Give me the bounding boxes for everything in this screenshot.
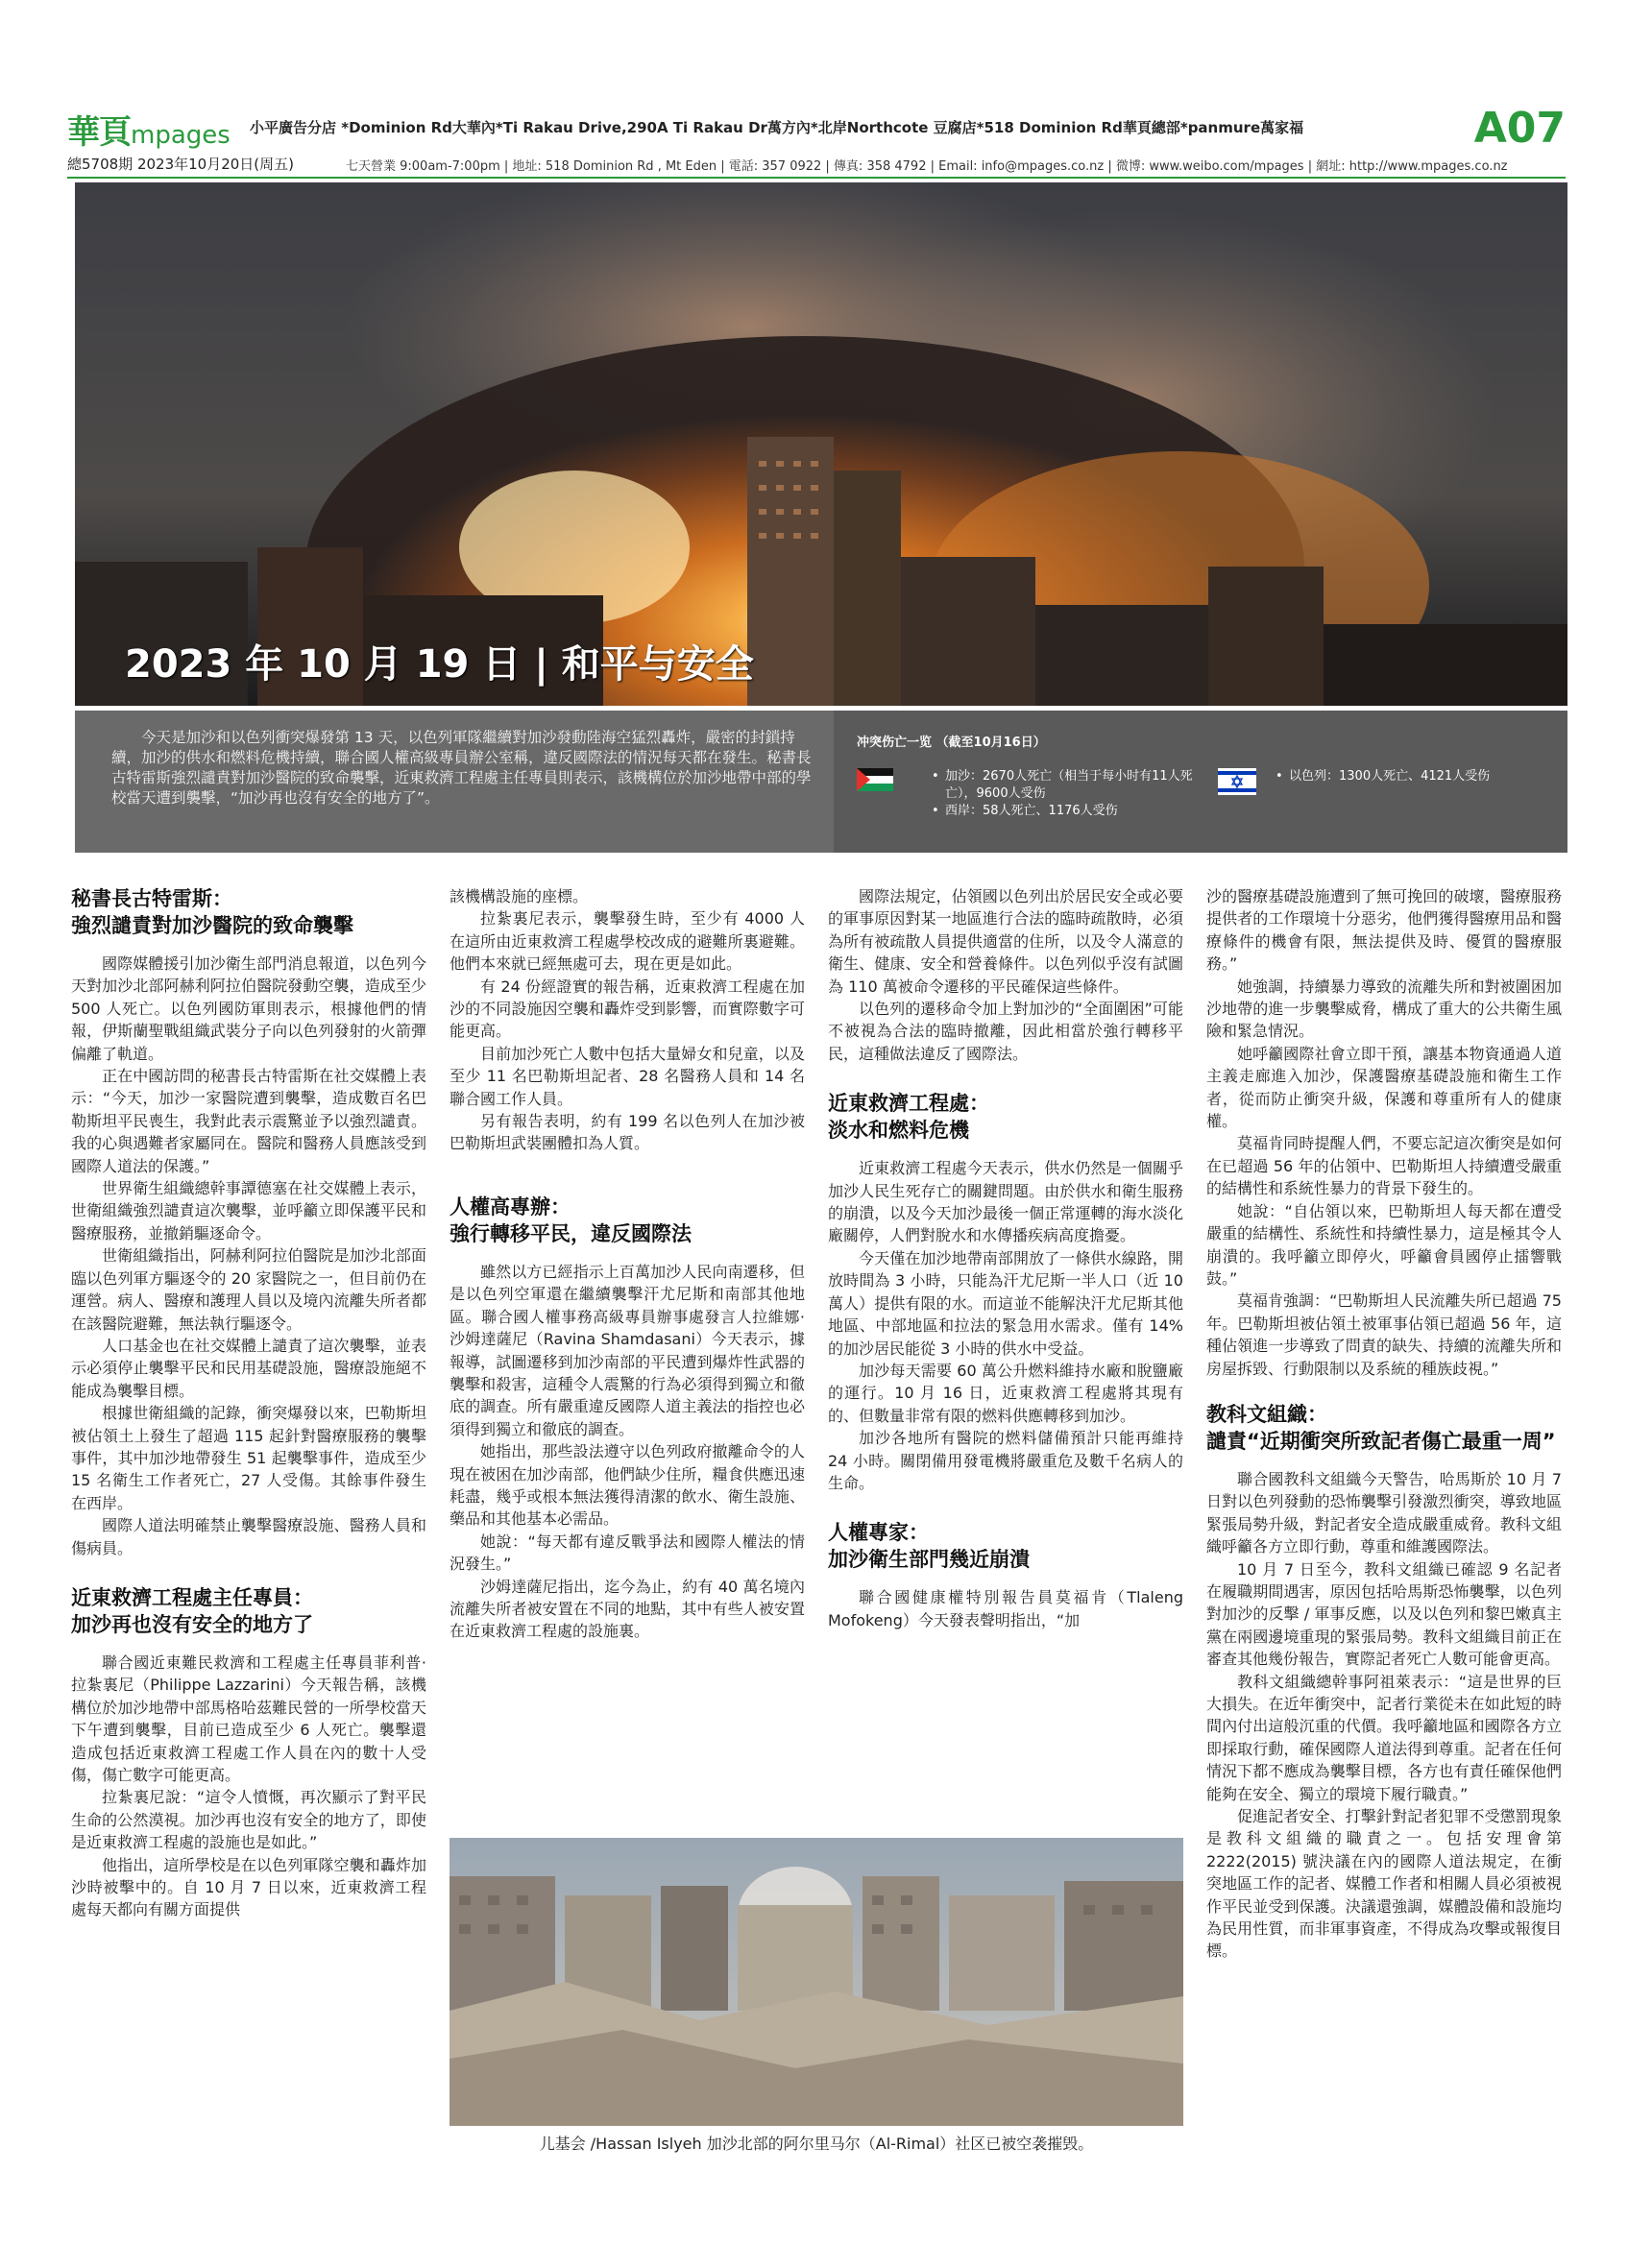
casualty-item: • 加沙：2670人死亡（相当于每小时有11人死亡），9600人受伤 [932, 768, 1210, 803]
intro-text: 今天是加沙和以色列衝突爆發第 13 天，以色列軍隊繼續對加沙發動陸海空猛烈轟炸，嚴密的封鎖持續，加沙的供水和燃料危機持續，聯合國人權高級專員辦公室稱，違反國際法的情況每天都在發生。秘書長古特雷斯強烈譴責對加沙醫院的致命襲擊，近東救濟工程處主任專員則表示，該機構位於加沙地帶中部的學校當天遭到襲擊，“加沙再也沒有安全的地方了”。 [111, 729, 812, 807]
issue-date: 總5708期 2023年10月20日(周五) [67, 156, 294, 173]
section-heading [450, 1194, 805, 1247]
paragraph: 該機構設施的座標。 [450, 887, 589, 905]
heading-line: 近東救濟工程處主任專員： [71, 1585, 313, 1609]
paragraph: 莫福肯強調：“巴勒斯坦人民流離失所已超過 75 年。巴勒斯坦被佔領土被軍事佔領已超過 56 年，這種佔領進一步導致了問責的缺失、持續的流離失所和房屋拆毀、行動限制以及系統的種族歧視。” [1206, 1291, 1562, 1378]
paragraph: 拉紮裏尼表示，襲擊發生時，至少有 4000 人在這所由近東救濟工程處學校改成的避難所裏避難。他們本來就已經無處可去，現在更是如此。 [450, 909, 805, 974]
paragraph: 另有報告表明，約有 199 名以色列人在加沙被巴勒斯坦武裝團體扣為人質。 [450, 1112, 805, 1153]
contact-info: 七天營業 9:00am-7:00pm | 地址: 518 Dominion Rd , Mt Eden | 電話: 357 0922 | 傳真: 358 4792 | Email: info@mpages.co.nz | 微博: www.weibo.com/mpages | 網址: http://www.mpages.co.nz [346, 159, 1508, 174]
paragraph: 加沙各地所有醫院的燃料儲備預計只能再維持 24 小時。關閉備用發電機將嚴重危及數千名病人的生命。 [828, 1429, 1183, 1492]
paragraph: 國際媒體援引加沙衛生部門消息報道，以色列今天對加沙北部阿赫利阿拉伯醫院發動空襲，造成至少 500 人死亡。以色列國防軍則表示，根據他們的情報，伊斯蘭聖戰組織武裝分子向以色列發射的火箭彈偏離了軌道。 [71, 954, 426, 1063]
paragraph: 雖然以方已經指示上百萬加沙人民向南遷移，但是以色列空軍還在繼續襲擊汗尤尼斯和南部其他地區。聯合國人權事務高級專員辦事處發言人拉維娜·沙姆達薩尼（Ravina Shamdasani）今天表示，據報導，試圖遷移到加沙南部的平民遭到爆炸性武器的襲擊和殺害，這種令人震驚的行為必須得到獨立和徹底的調查。所有嚴重違反國際人道主義法的指控也必須得到獨立和徹底的調查。 [450, 1262, 805, 1438]
casualty-item: • 以色列：1300人死亡、4121人受伤 [1276, 768, 1525, 785]
casualty-box [843, 711, 1567, 853]
article-column-1 [71, 885, 426, 1921]
israel-flag-icon [1218, 768, 1256, 795]
heading-line: 加沙衛生部門幾近崩潰 [828, 1548, 1030, 1572]
paragraph: 今天僅在加沙地帶南部開放了一條供水線路，開放時間為 3 小時，只能為汗尤尼斯一半人口（近 10 萬人）提供有限的水。而這並不能解決汗尤尼斯其他地區、中部地區和拉法的緊急用水需求。僅有 14% 的加沙居民能從 3 小時的供水中受益。 [828, 1248, 1183, 1358]
heading-line: 人權高專辦： [450, 1194, 571, 1218]
paragraph: 目前加沙死亡人數中包括大量婦女和兒童，以及至少 11 名巴勒斯坦記者、28 名醫務人員和 14 名聯合國工作人員。 [450, 1044, 805, 1108]
heading-line: 教科文組織： [1206, 1402, 1327, 1426]
paragraph: 沙的醫療基礎設施遭到了無可挽回的破壞，醫療服務提供者的工作環境十分惡劣，他們獲得醫療用品和醫療條件的機會有限，無法提供及時、優質的醫療服務。” [1206, 887, 1562, 974]
paragraph: 正在中國訪問的秘書長古特雷斯在社交媒體上表示：“今天，加沙一家醫院遭到襲擊，造成數百名巴勒斯坦平民喪生，我對此表示震驚並予以強烈譴責。我的心與遇難者家屬同在。醫院和醫務人員應該受到國際人道法的保護。” [71, 1067, 426, 1175]
heading-line: 強行轉移平民，違反國際法 [450, 1221, 692, 1245]
heading-line: 近東救濟工程處： [828, 1092, 989, 1116]
paragraph: 她指出，那些設法遵守以色列政府撤離命令的人現在被困在加沙南部，他們缺少住所，糧食供應迅速耗盡，幾乎或根本無法獲得清潔的飲水、衛生設施、藥品和其他基本必需品。 [450, 1442, 805, 1529]
paragraph: 莫福肯同時提醒人們，不要忘記這次衝突是如何在已超過 56 年的佔領中、巴勒斯坦人持續遭受嚴重的結構性和系統性暴力的背景下發生的。 [1206, 1134, 1562, 1198]
paragraph: 聯合國近東難民救濟和工程處主任專員菲利普·拉紮裏尼（Philippe Lazzarini）今天報告稱，該機構位於加沙地帶中部馬格哈茲難民營的一所學校當天下午遭到襲擊，目前已造成至少 6 人死亡。襲擊還造成包括近東救濟工程處工作人員在內的數十人受傷，傷亡數字可能更高。 [71, 1653, 426, 1784]
rubble-photo [450, 1838, 1183, 2126]
paragraph: 有 24 份經證實的報告稱，近東救濟工程處在加沙的不同設施因空襲和轟炸受到影響，而實際數字可能更高。 [450, 977, 805, 1041]
casualty-item: • 西岸：58人死亡、1176人受伤 [932, 803, 1210, 820]
gaza-explosion-image [75, 182, 1567, 706]
page-number: A07 [1473, 104, 1566, 153]
hero-caption: 2023 年 10 月 19 日 | 和平与安全 [125, 642, 754, 687]
paragraph: 以色列的遷移命令加上對加沙的“全面圍困”可能不被視為合法的臨時撤離，因此相當於強行轉移平民，這種做法違反了國際法。 [828, 1000, 1183, 1063]
logo-sub: mpages [131, 121, 231, 150]
mpages-logo [67, 106, 231, 153]
gaza-casualty-list [932, 768, 1210, 820]
photo-caption: 儿基会 /Hassan Islyeh 加沙北部的阿尔里马尔（Al-Rimal）社区已被空袭摧毁。 [539, 2135, 1094, 2153]
intro-box [75, 711, 834, 853]
paragraph: 她說：“自佔領以來，巴勒斯坦人每天都在遭受嚴重的結構性、系統性和持續性暴力，這是極其令人崩潰的。我呼籲立即停火，呼籲會員國停止擂響戰鼓。” [1206, 1201, 1562, 1288]
masthead [67, 104, 1566, 179]
paragraph: 她強調，持續暴力導致的流離失所和對被圍困加沙地帶的進一步襲擊威脅，構成了重大的公共衛生風險和緊急情況。 [1206, 977, 1562, 1041]
section-heading [71, 1584, 426, 1638]
paragraph: 他指出，這所學校是在以色列軍隊空襲和轟炸加沙時被擊中的。自 10 月 7 日以來，近東救濟工程處每天都向有關方面提供 [71, 1855, 426, 1919]
paragraph: 國際人道法明確禁止襲擊醫療設施、醫務人員和傷病員。 [71, 1516, 426, 1557]
store-list: 小平廣告分店 *Dominion Rd大華內*Ti Rakau Drive,290A Ti Rakau Dr萬方內*北岸Northcote 豆腐店*518 Dominion Rd華頁總部*panmure萬家福 [250, 119, 1304, 136]
header-rule [67, 177, 1566, 179]
palestine-flag-icon [857, 768, 893, 791]
section-heading [71, 885, 426, 939]
paragraph: 促進記者安全、打擊針對記者犯罪不受懲罰現象是教科文組織的職責之一。包括安理會第 2222(2015) 號決議在內的國際人道法規定，在衝突地區工作的記者、媒體工作者和相關人員必須被視作平民並受到保護。決議還強調，媒體設備和設施均為民用性質，而非軍事資產，不得成為攻擊或報復目標。 [1206, 1807, 1562, 1961]
paragraph: 拉紮裏尼說：“這令人憤慨，再次顯示了對平民生命的公然漠視。加沙再也沒有安全的地方了，即使是近東救濟工程處的設施也是如此。” [71, 1788, 426, 1852]
paragraph: 人口基金也在社交媒體上譴責了這次襲擊，並表示必須停止襲擊平民和民用基礎設施，醫療設施絕不能成為襲擊目標。 [71, 1336, 426, 1400]
hero-photo [75, 182, 1567, 706]
israel-casualty-list [1276, 768, 1525, 785]
paragraph: 教科文組織總幹事阿祖萊表示：“這是世界的巨大損失。在近年衝突中，記者行業從未在如此短的時間內付出這般沉重的代價。我呼籲地區和國際各方立即採取行動，確保國際人道法得到尊重。記者在任何情況下都不應成為襲擊目標，各方也有責任確保他們能夠在安全、獨立的環境下履行職責。” [1206, 1672, 1562, 1803]
paragraph: 國際法規定，佔領國以色列出於居民安全或必要的軍事原因對某一地區進行合法的臨時疏散時，必須為所有被疏散人員提供適當的住所，以及令人滿意的衛生、健康、安全和營養條件。以色列似乎沒有試圖為 110 萬被命令遷移的平民確保這些條件。 [828, 887, 1183, 996]
destroyed-neighborhood-image [450, 1838, 1183, 2126]
paragraph: 她說：“每天都有違反戰爭法和國際人權法的情況發生。” [450, 1532, 805, 1574]
article-column-2 [450, 885, 805, 1643]
paragraph: 近東救濟工程處今天表示，供水仍然是一個關乎加沙人民生死存亡的關鍵問題。由於供水和衛生服務的崩潰，以及今天加沙最後一個正常運轉的海水淡化廠關停，人們對脫水和水傳播疾病高度擔憂。 [828, 1159, 1183, 1245]
logo-text: 華頁 [67, 113, 131, 152]
heading-line: 譴責“近期衝突所致記者傷亡最重一周” [1206, 1429, 1556, 1453]
heading-line: 人權專家： [828, 1521, 929, 1545]
section-heading [1206, 1401, 1562, 1455]
casualty-title: 冲突伤亡一览 （截至10月16日） [857, 736, 1046, 750]
heading-line: 秘書長古特雷斯： [71, 887, 232, 910]
paragraph: 她呼籲國際社會立即干預，讓基本物資通過人道主義走廊進入加沙，保護醫療基礎設施和衛生工作者，從而防止衝突升級，保護和尊重所有人的健康權。 [1206, 1044, 1562, 1131]
paragraph: 根據世衛組織的記錄，衝突爆發以來，巴勒斯坦被佔領土上發生了超過 115 起針對醫療服務的襲擊事件，其中加沙地帶發生 51 起襲擊事件，造成至少 15 名衛生工作者死亡，27 人受傷。其餘事件發生在西岸。 [71, 1404, 426, 1512]
intro-strip [75, 711, 1567, 853]
section-heading [828, 1519, 1183, 1573]
heading-line: 淡水和燃料危機 [828, 1119, 969, 1143]
paragraph: 加沙每天需要 60 萬公升燃料維持水廠和脫鹽廠的運行。10 月 16 日，近東救濟工程處將其現有的、但數量非常有限的燃料供應轉移到加沙。 [828, 1361, 1183, 1425]
paragraph: 世界衛生組織總幹事譚德塞在社交媒體上表示，世衛組織強烈譴責這次襲擊，並呼籲立即保護平民和醫療服務，並撤銷驅逐命令。 [71, 1179, 426, 1243]
paragraph: 聯合國教科文組織今天警告，哈馬斯於 10 月 7 日對以色列發動的恐怖襲擊引發激烈衝突，導致地區緊張局勢升級，對記者安全造成嚴重威脅。教科文組織呼籲各方立即行動，尊重和維護國際法。 [1206, 1469, 1562, 1556]
article-column-4 [1206, 885, 1562, 1963]
article-column-3 [828, 885, 1183, 1631]
paragraph: 世衛組織指出，阿赫利阿拉伯醫院是加沙北部面臨以色列軍方驅逐令的 20 家醫院之一，但目前仍在運營。病人、醫療和護理人員以及境內流離失所者都在該醫院避難，無法執行驅逐令。 [71, 1246, 426, 1333]
heading-line: 強烈譴責對加沙醫院的致命襲擊 [71, 914, 353, 937]
heading-line: 加沙再也沒有安全的地方了 [71, 1612, 313, 1636]
paragraph: 沙姆達薩尼指出，迄今為止，約有 40 萬名境內流離失所者被安置在不同的地點，其中有些人被安置在近東救濟工程處的設施裏。 [450, 1577, 805, 1641]
paragraph: 10 月 7 日至今，教科文組織已確認 9 名記者在履職期間遇害，原因包括哈馬斯恐怖襲擊，以色列對加沙的反擊 / 軍事反應，以及以色列和黎巴嫩真主黨在兩國邊境重現的緊張局勢。教科文組織目前正在審查其他幾份報告，實際記者死亡人數可能會更高。 [1206, 1559, 1562, 1669]
paragraph: 聯合國健康權特別報告員莫福肯（Tlaleng Mofokeng）今天發表聲明指出，“加 [828, 1588, 1183, 1629]
section-heading [828, 1090, 1183, 1144]
